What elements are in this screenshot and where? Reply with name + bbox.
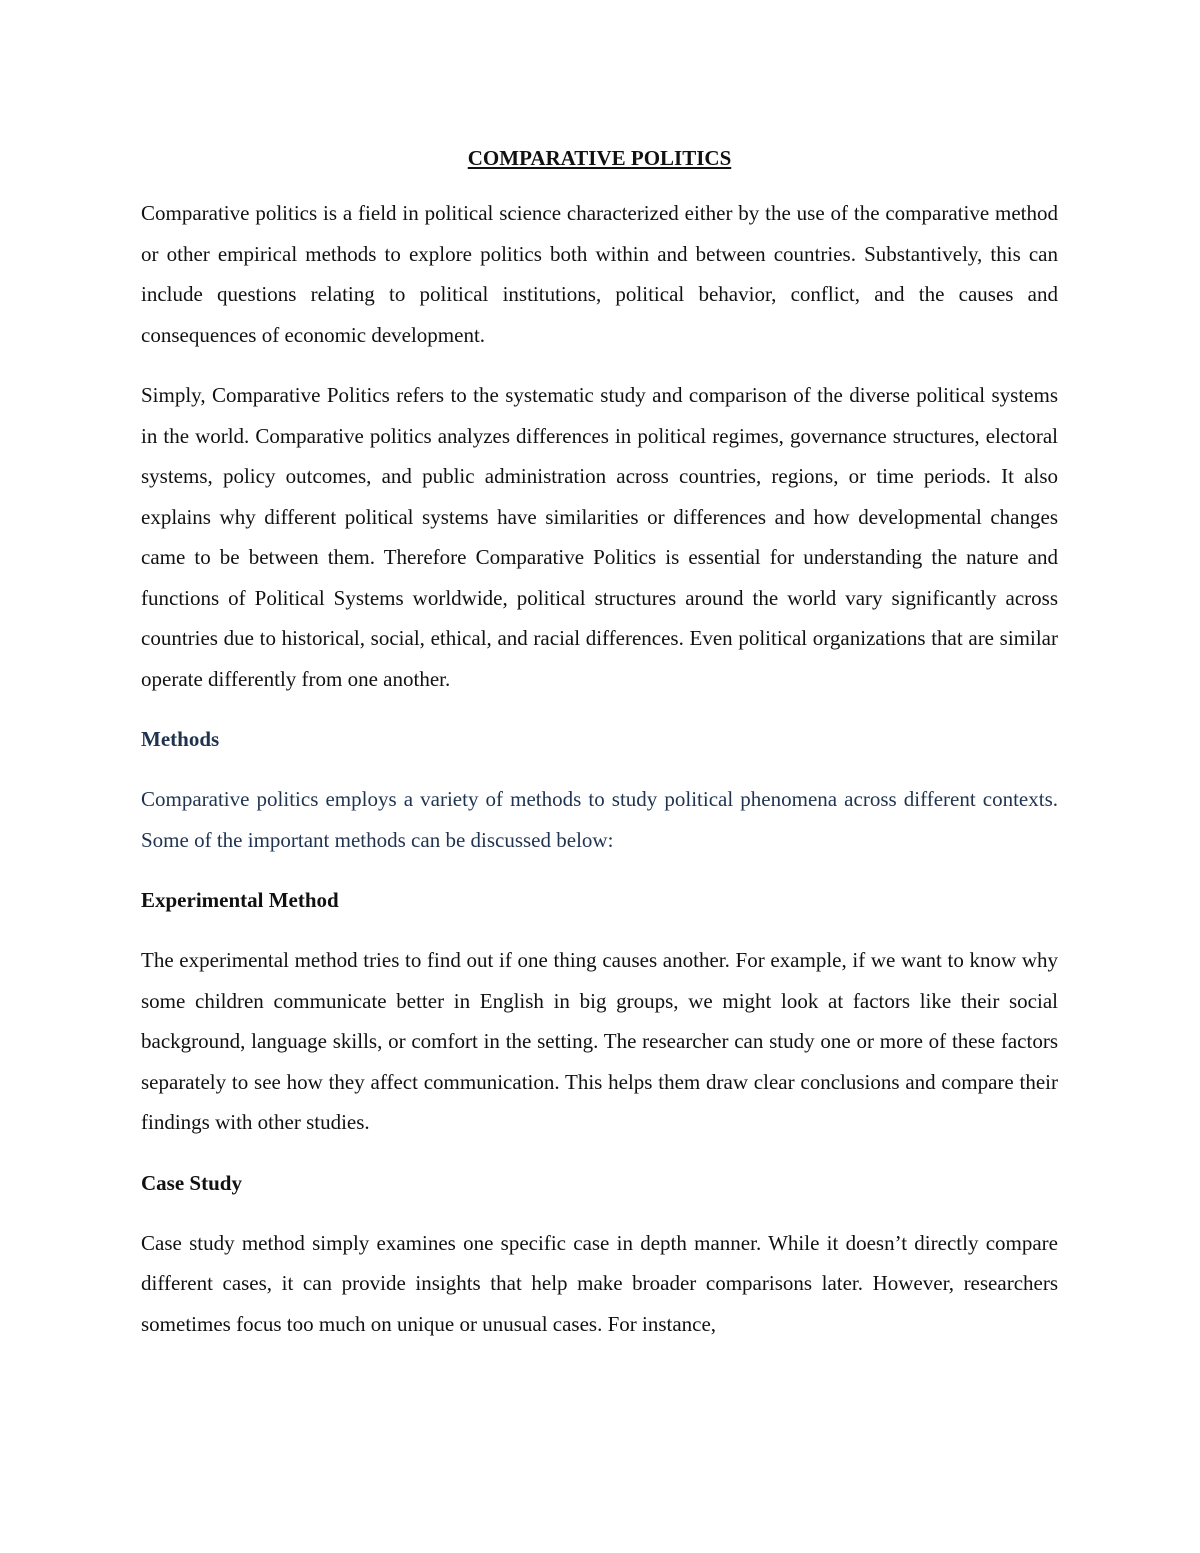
methods-paragraph: Comparative politics employs a variety of methods to study political phenomena across different contexts. Some of the important methods can be discussed below:: [141, 787, 1058, 852]
document-title: COMPARATIVE POLITICS: [467, 146, 732, 170]
methods-heading: Methods: [141, 727, 220, 751]
experimental-method-heading: Experimental Method: [141, 888, 339, 912]
definition-paragraph: Simply, Comparative Politics refers to the systematic study and comparison of the diverse political systems in the world. Comparative politics analyzes differences in political regimes, governance structures, electoral systems, policy outcomes, and public administration across countries, regions, or time periods. It also explains why different political systems have similarities or differences and how developmental changes came to be between them. Therefore Comparative Politics is essential for understanding the nature and functions of Political Systems worldwide, political structures around the world vary significantly across countries due to historical, social, ethical, and racial differences. Even political organizations that are similar operate differently from one another.: [141, 383, 1058, 691]
experimental-method-paragraph: The experimental method tries to find out if one thing causes another. For example, if we want to know why some children communicate better in English in big groups, we might look at factors like their social background, language skills, or comfort in the setting. The researcher can study one or more of these factors separately to see how they affect communication. This helps them draw clear conclusions and compare their findings with other studies.: [141, 948, 1058, 1134]
document-page: [141, 138, 1058, 1344]
case-study-paragraph: Case study method simply examines one specific case in depth manner. While it doesn’t directly compare different cases, it can provide insights that help make broader comparisons later. However, researchers sometimes focus too much on unique or unusual cases. For instance,: [141, 1230, 1058, 1336]
intro-paragraph: Comparative politics is a field in political science characterized either by the use of the comparative method or other empirical methods to explore politics both within and between countries. Substantively, this can include questions relating to political institutions, political behavior, conflict, and the causes and consequences of economic development.: [141, 201, 1058, 347]
case-study-heading: Case Study: [141, 1170, 242, 1195]
